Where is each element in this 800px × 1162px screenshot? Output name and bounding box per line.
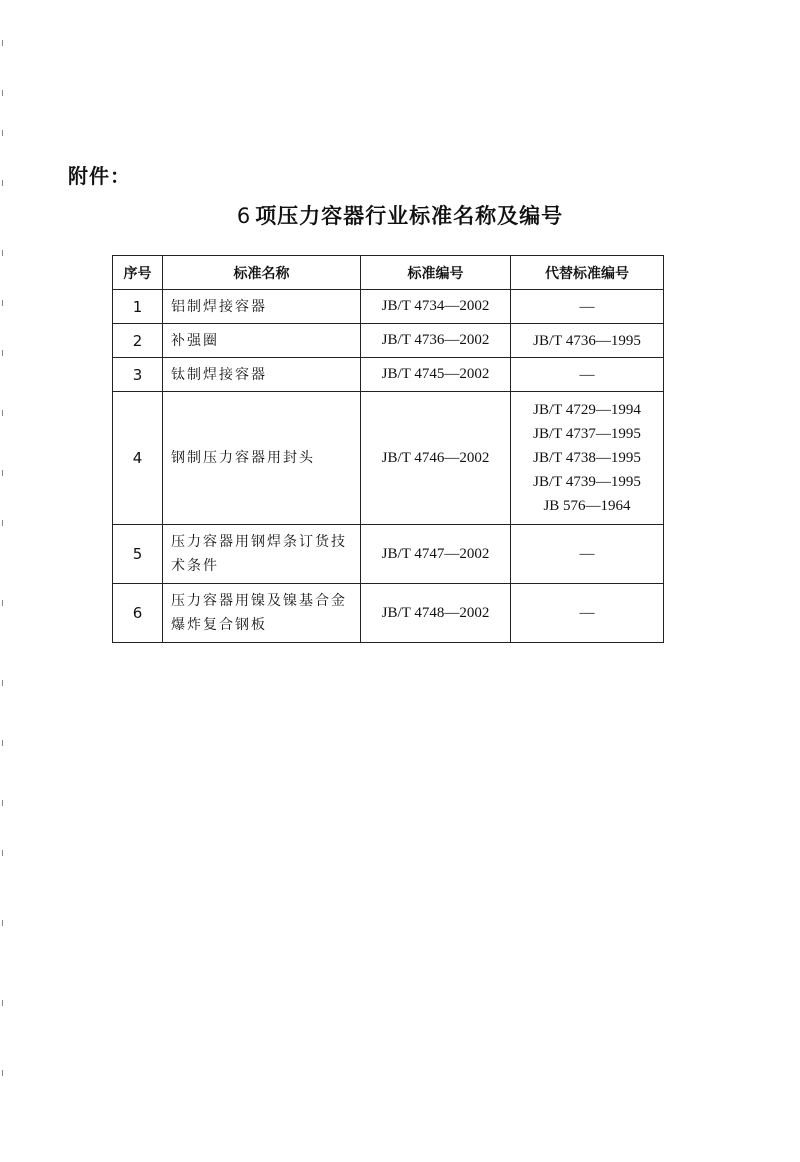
replaces-item: — <box>579 546 595 562</box>
row-seq: 6 <box>113 584 163 643</box>
header-std-number: 标准编号 <box>361 256 511 290</box>
row-replaces <box>511 358 664 392</box>
row-std-number: JB/T 4734—2002 <box>361 290 511 324</box>
table-row <box>113 392 664 525</box>
row-std-number: JB/T 4748—2002 <box>361 584 511 643</box>
document-title <box>0 200 800 230</box>
row-std-number: JB/T 4747—2002 <box>361 525 511 584</box>
header-name: 标准名称 <box>163 256 361 290</box>
row-replaces <box>511 392 664 525</box>
row-name: 钢制压力容器用封头 <box>163 392 361 525</box>
table-row <box>113 324 664 358</box>
replaces-item: — <box>579 366 595 383</box>
row-seq: 5 <box>113 525 163 584</box>
row-std-number: JB/T 4745—2002 <box>361 358 511 392</box>
replaces-item: — <box>579 605 595 621</box>
replaces-item: — <box>579 298 595 315</box>
replaces-item: JB 576—1964 <box>543 498 631 514</box>
row-name: 铝制焊接容器 <box>163 290 361 324</box>
row-name: 压力容器用钢焊条订货技术条件 <box>163 525 361 584</box>
row-replaces <box>511 290 664 324</box>
replaces-item: JB/T 4736—1995 <box>533 332 641 349</box>
replaces-item: JB/T 4738—1995 <box>533 450 641 466</box>
standards-table <box>112 255 664 643</box>
row-seq: 1 <box>113 290 163 324</box>
attachment-label: 附件： <box>68 164 131 188</box>
header-seq: 序号 <box>113 256 163 290</box>
row-name: 钛制焊接容器 <box>163 358 361 392</box>
row-std-number: JB/T 4736—2002 <box>361 324 511 358</box>
replaces-item: JB/T 4737—1995 <box>533 426 641 442</box>
row-std-number: JB/T 4746—2002 <box>361 392 511 525</box>
table-row <box>113 584 664 643</box>
row-replaces <box>511 525 664 584</box>
row-seq: 4 <box>113 392 163 525</box>
table-row <box>113 290 664 324</box>
row-name: 补强圈 <box>163 324 361 358</box>
row-replaces <box>511 584 664 643</box>
replaces-item: JB/T 4739—1995 <box>533 474 641 490</box>
table-header-row <box>113 256 664 290</box>
header-replaces: 代替标准编号 <box>511 256 664 290</box>
title-text: 项压力容器行业标准名称及编号 <box>255 204 564 228</box>
replaces-item: JB/T 4729—1994 <box>533 402 641 418</box>
row-replaces <box>511 324 664 358</box>
row-name: 压力容器用镍及镍基合金爆炸复合钢板 <box>163 584 361 643</box>
table-row <box>113 525 664 584</box>
row-seq: 3 <box>113 358 163 392</box>
table-row <box>113 358 664 392</box>
title-count: 6 <box>236 204 252 228</box>
row-seq: 2 <box>113 324 163 358</box>
scan-margin-marks <box>2 40 5 1100</box>
